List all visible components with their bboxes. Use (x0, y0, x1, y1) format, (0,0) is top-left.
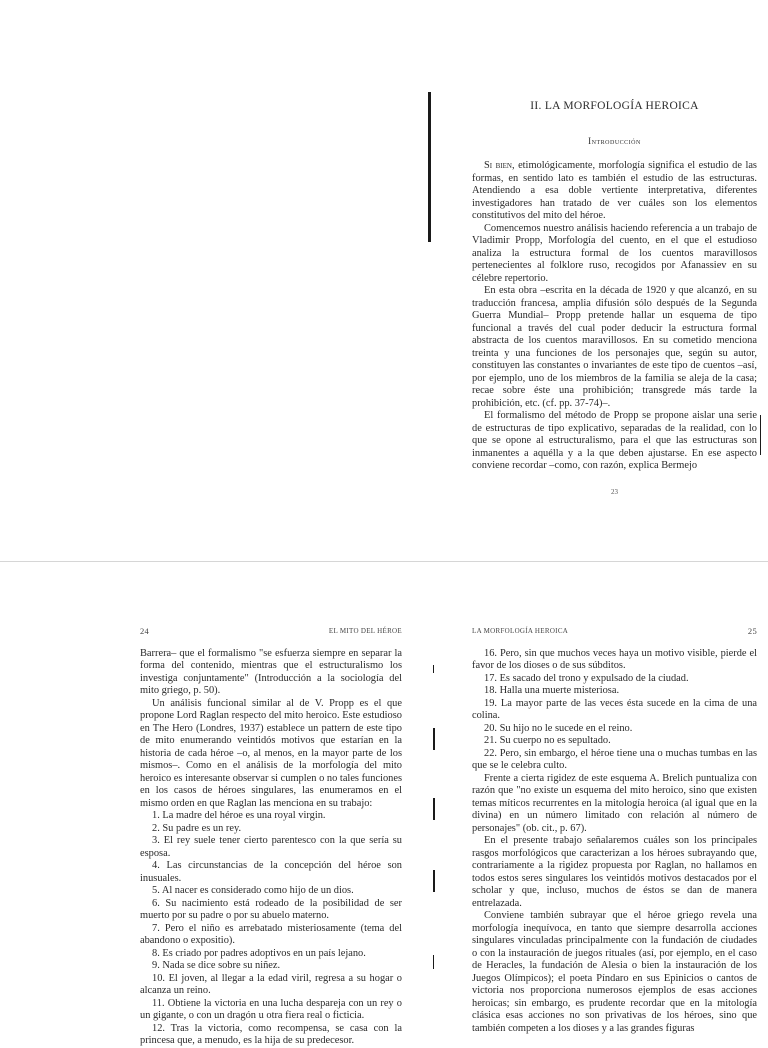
list-item: 8. Es criado por padres adoptivos en un país lejano. (152, 947, 366, 959)
running-head: EL MITO DEL HÉROE (328, 627, 402, 635)
scan-mark (433, 955, 434, 969)
list-item: 6. Su nacimiento está rodeado de la posibilidad de ser muerto por su padre o por su abuelo materno. (140, 897, 402, 921)
paragraph: Comencemos nuestro análisis haciendo referencia a un trabajo de Vladimir Propp, Morfología del cuento, en el que el estudioso analiza la estructura formal de los cuentos maravillosos pertenecientes al folklore ruso, recogidos por Afanassiev en su célebre repertorio. (472, 222, 757, 284)
paragraph: El formalismo del método de Propp se propone aislar una serie de estructuras de tipo explicativo, separadas de la realidad, con lo que se opone al estructuralismo, para el que las estructuras son inmanentes a aquélla y a la que deben ajustarse. En ese aspecto conviene recordar –como, con razón, explica Bermejo (472, 410, 757, 471)
list-item: 17. Es sacado del trono y expulsado de la ciudad. (484, 672, 689, 684)
paragraph: Conviene también subrayar que el héroe griego revela una morfología inequívoca, en tanto que siempre desarrolla acciones singulares vinculadas principalmente con la fundación de ciudades o con la instauración de juegos rituales (así, por ejemplo, en el caso de Heracles, la fundación de Alesia o bien la instauración de los Juegos Olímpicos); el poeta Píndaro en sus Epinicios o cantos de victoria nos proporciona numerosos ejemplos de esas acciones heroicas; sin embargo, es prudente recordar que en la mitología clásica esas acciones no son privativas de los héroes, sino que también competen a los dioses y a las grandes figuras (472, 910, 757, 1034)
scan-mark (433, 798, 435, 820)
page-number: 23 (611, 487, 618, 496)
page-23 (472, 100, 757, 498)
paragraph: Barrera– que el formalismo "se esfuerza siempre en separar la forma del contenido, mientras que el estructuralismo los investiga conjuntamente" (Introducción a la sociología del mito griego, p. 50). (140, 647, 402, 696)
list-item: 11. Obtiene la victoria en una lucha despareja con un rey o un gigante, o con un dragón u otra fiera real o ficticia. (140, 997, 402, 1021)
list-item: 12. Tras la victoria, como recompensa, se casa con la princesa que, a menudo, es la hija de su predecesor. (140, 1022, 402, 1046)
paragraph: En el presente trabajo señalaremos cuáles son los principales rasgos morfológicos que caracterizan a los héroes subrayando que, contrariamente a la rigidez propuesta por Raglan, no hallamos en todos estos seres singulares los veintidós motivos destacados por el scholar y que, incluso, muchos de éstos se dan de manera entrelazada. (472, 835, 757, 909)
page-number: 24 (140, 626, 150, 636)
paragraph (472, 160, 757, 223)
page-number: 25 (747, 626, 757, 636)
page-25 (472, 625, 757, 1035)
list-item: 3. El rey suele tener cierto parentesco con la que sería su esposa. (140, 835, 402, 859)
scan-mark (433, 665, 434, 673)
chapter-title: II. LA MORFOLOGÍA HEROICA (530, 100, 699, 112)
scan-mark (433, 870, 435, 892)
list-item: 22. Pero, sin embargo, el héroe tiene una o muchas tumbas en las que se le celebra culto. (472, 747, 757, 771)
page-24 (140, 625, 402, 1048)
scan-binding-mark (428, 92, 431, 242)
running-header (472, 625, 757, 638)
running-head: LA MORFOLOGÍA HEROICA (472, 627, 569, 635)
list-item: 10. El joven, al llegar a la edad viril, regresa a su hogar o alcanza un reino. (140, 972, 402, 996)
paragraph: En esta obra –escrita en la década de 1920 y que alcanzó, en su traducción francesa, amplia difusión sólo después de la Segunda Guerra Mundial– Propp pretende hallar un esquema de tipo funcional a través del cual poder deducir la estructura formal abstracta de los cuentos maravillosos. En su cometido menciona treinta y una funciones de los personajes que, según su autor, constituyen las constantes o invariantes de este tipo de cuentos –así, por ejemplo, uno de los miembros de la familia se aleja de la casa; recae sobre éste una prohibición; transgrede más tarde la prohibición, etc. (cf. pp. 37-74)–. (472, 285, 757, 409)
list-item: 16. Pero, sin que muchos veces haya un motivo visible, pierde el favor de los dioses o de sus súbditos. (472, 647, 757, 671)
paragraph-text: , etimológicamente, morfología significa el estudio de las formas, en sentido lato es también el estudio de las estructuras. Atendiendo a esa doble vertiente interpretativa, diferentes investigadores han tratado de ver cuáles son los elementos constitutivos del mito del héroe. (472, 160, 757, 221)
list-item: 5. Al nacer es considerado como hijo de un dios. (152, 885, 354, 896)
list-item: 18. Halla una muerte misteriosa. (484, 685, 620, 696)
list-item: 19. La mayor parte de las veces ésta sucede en la cima de una colina. (472, 697, 757, 721)
list-item: 20. Su hijo no le sucede en el reino. (484, 722, 633, 734)
list-item: 4. Las circunstancias de la concepción del héroe son inusuales. (140, 860, 402, 884)
paragraph: Frente a cierta rigidez de este esquema A. Brelich puntualiza con razón que "no existe un esquema del mito heroico, sino que existen temas míticos recurrentes en la mitología heroica (al igual que en la divina) en un número limitado con relación al número de personajes" (ob. cit., p. 67). (472, 772, 757, 834)
page-divider (0, 561, 768, 562)
list-item: 7. Pero el niño es arrebatado misteriosamente (tema del abandono o expositio). (140, 922, 402, 946)
scan-edge-mark (760, 415, 761, 455)
list-item: 9. Nada se dice sobre su niñez. (152, 960, 281, 971)
list-item: 1. La madre del héroe es una royal virgin. (152, 810, 326, 821)
scan-mark (433, 728, 435, 750)
running-header (140, 625, 402, 638)
lead-in: Si bien (484, 160, 512, 171)
paragraph: Un análisis funcional similar al de V. Propp es el que propone Lord Raglan respecto del mito heroico. Este estudioso en The Hero (Londres, 1937) establece un pattern de este tipo de mito enumerando veintidós motivos que estarían en la historia de cada héroe –o, al menos, en la mayor parte de los mismos–. Como en el análisis de la morfología del mito heroico es interesante observar si cumplen o no tales funciones en los casos de héroes singulares, las enumeramos en el mismo orden en que Raglan las menciona en su trabajo: (140, 697, 402, 809)
section-subtitle: Introducción (588, 135, 641, 146)
list-item: 21. Su cuerpo no es sepultado. (484, 735, 611, 746)
list-item: 2. Su padre es un rey. (152, 822, 242, 834)
